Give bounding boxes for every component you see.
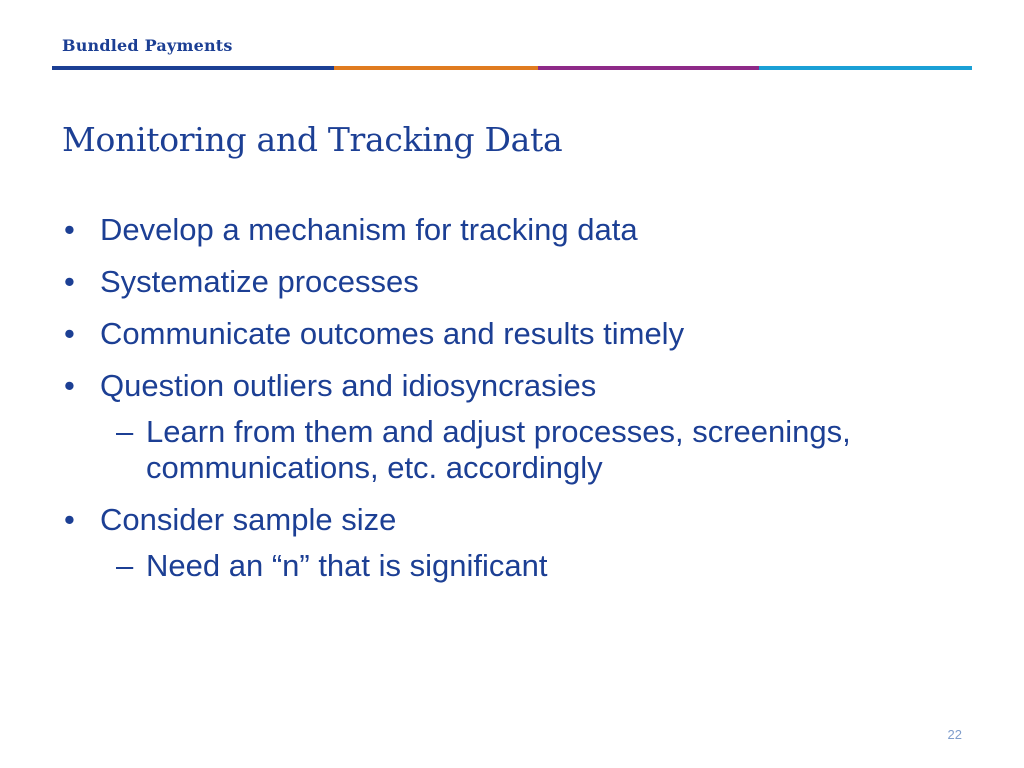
bullet-item — [62, 316, 962, 352]
accent-segment-purple — [538, 66, 759, 70]
sub-bullet-item — [62, 414, 962, 486]
bullet-text: Communicate outcomes and results timely — [100, 316, 685, 351]
bullet-text: Consider sample size — [100, 502, 397, 537]
bullet-text: Develop a mechanism for tracking data — [100, 212, 638, 247]
sub-bullet-text: Need an “n” that is significant — [146, 548, 548, 583]
bullet-item — [62, 502, 962, 538]
bullet-item — [62, 264, 962, 300]
sub-bullet-marker: – — [116, 548, 134, 583]
bullet-text: Question outliers and idiosyncrasies — [100, 368, 597, 403]
bullet-marker: • — [64, 212, 75, 247]
sub-bullet-marker: – — [116, 414, 134, 449]
bullet-marker: • — [64, 316, 75, 351]
bullet-item — [62, 212, 962, 248]
page-number: 22 — [947, 727, 962, 742]
bullet-marker: • — [64, 264, 75, 299]
sub-bullet-item — [62, 548, 962, 584]
accent-segment-blue — [52, 66, 334, 70]
bullet-marker: • — [64, 502, 75, 537]
sub-bullet-text: Learn from them and adjust processes, screenings, communications, etc. accordingly — [146, 414, 851, 485]
bullet-list — [62, 212, 962, 600]
accent-segment-orange — [334, 66, 538, 70]
bullet-item — [62, 368, 962, 404]
bullet-marker: • — [64, 368, 75, 403]
accent-segment-cyan — [759, 66, 972, 70]
accent-bar — [52, 66, 972, 70]
bullet-text: Systematize processes — [100, 264, 419, 299]
slide-title: Monitoring and Tracking Data — [62, 120, 563, 159]
header-label: Bundled Payments — [62, 36, 233, 55]
